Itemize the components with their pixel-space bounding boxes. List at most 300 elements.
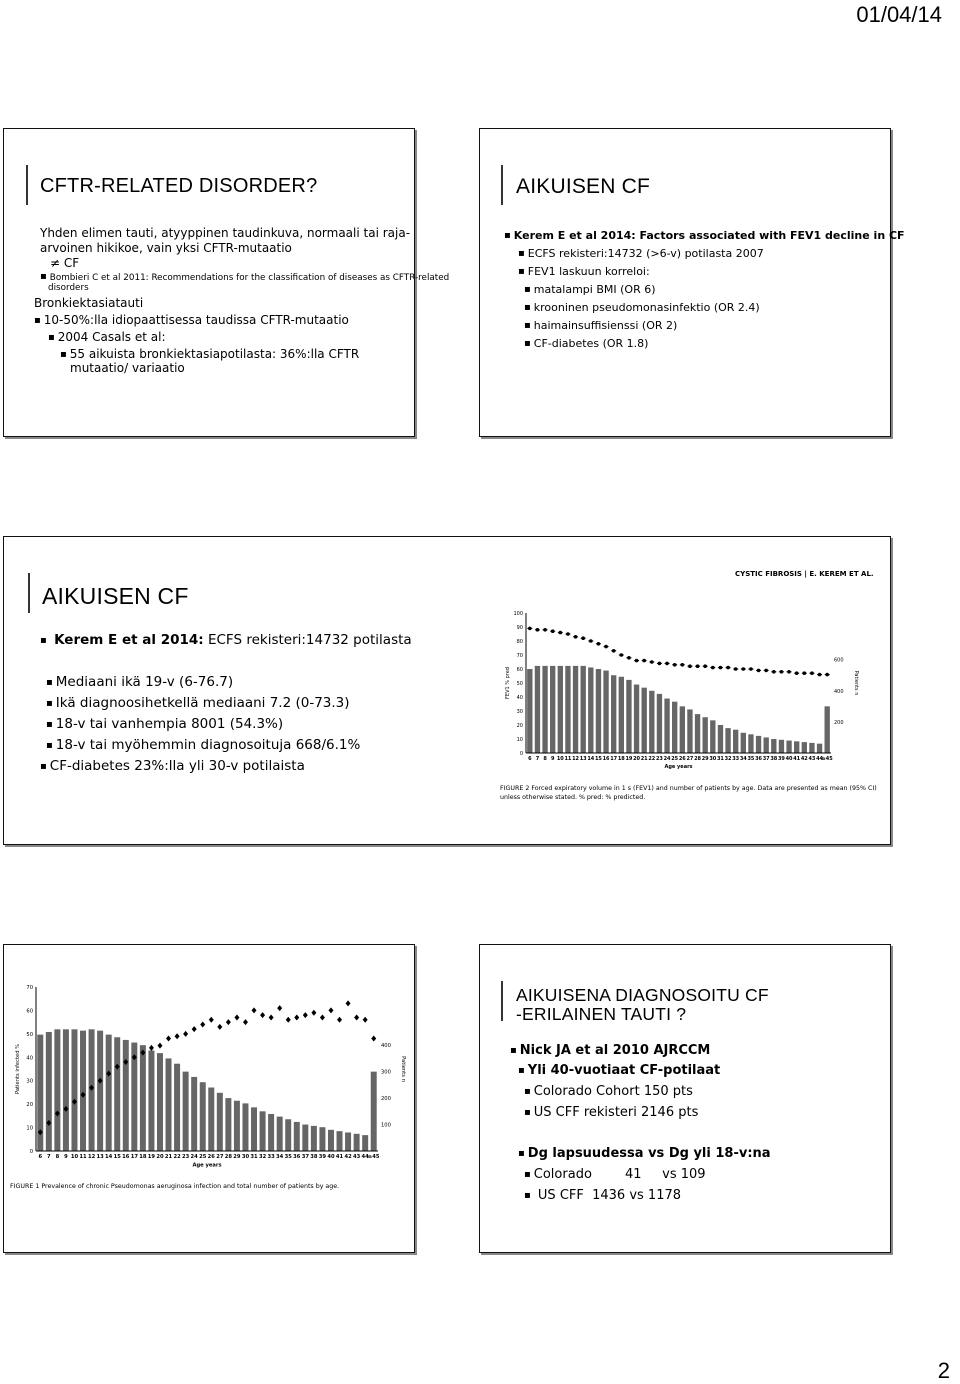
bullet-text: 18-v tai myöhemmin diagnosoituja 668/6.1%: [55, 737, 361, 753]
bullet-text: Colorado 41 vs 109: [533, 1167, 706, 1182]
slide-bullet: [524, 300, 760, 316]
patients-bar: [741, 733, 746, 753]
series-point: [681, 663, 685, 667]
patients-bar: [710, 720, 715, 753]
x-tick-label: 20: [156, 1154, 164, 1161]
bullet-text: Bombieri C et al 2011: Recommendations for the classification of diseases as CFTR-related: [49, 273, 450, 283]
x-tick-label: 32: [724, 756, 732, 762]
series-point: [627, 656, 631, 660]
patients-bar: [174, 1064, 180, 1151]
y-tick-label: 60: [26, 1008, 33, 1015]
patients-bar: [535, 666, 540, 753]
x-tick-label: 35: [284, 1154, 292, 1161]
x-tick-label: 19: [625, 756, 633, 762]
x-tick-label: 41: [793, 756, 801, 762]
patients-bar: [825, 706, 830, 753]
y-tick-label: 60: [516, 667, 523, 673]
x-tick-label: 8: [543, 756, 547, 762]
x-tick-label: 7: [47, 1154, 51, 1161]
y2-tick-label: 300: [381, 1069, 391, 1076]
title-bar-accent: [26, 165, 28, 205]
series-point: [726, 666, 730, 670]
slide-text: mutaatio/ variaatio: [70, 361, 185, 375]
patients-bar: [649, 691, 654, 753]
x-tick-label: 13: [579, 756, 587, 762]
slide-bullet: [40, 757, 305, 776]
slide-bullet: [524, 1104, 698, 1121]
patients-bar: [157, 1053, 163, 1151]
bullet-text: Kerem E et al 2014: Factors associated with FEV1 decline in CF: [513, 229, 905, 242]
patients-bar: [166, 1058, 172, 1151]
slide-text: ≠ CF: [50, 256, 80, 270]
x-tick-label: 17: [130, 1154, 138, 1161]
patients-bar: [54, 1029, 60, 1151]
series-point: [166, 1036, 171, 1042]
patients-bar: [260, 1111, 266, 1151]
x-tick-label: 43: [353, 1154, 361, 1161]
patients-bar: [97, 1031, 103, 1151]
journal-header: CYSTIC FIBROSIS | E. KEREM ET AL.: [735, 570, 874, 578]
x-tick-label: 26: [678, 756, 686, 762]
x-tick-label: 27: [686, 756, 694, 762]
series-point: [149, 1045, 154, 1051]
slide-title: CFTR-RELATED DISORDER?: [40, 175, 318, 197]
series-point: [566, 632, 570, 636]
x-tick-label: 33: [732, 756, 740, 762]
x-tick-label: 30: [241, 1154, 250, 1161]
x-tick-label: 13: [96, 1154, 104, 1161]
slide-bullet: [518, 246, 764, 262]
citation-bold: Kerem E et al 2014:: [54, 632, 204, 648]
patients-bar: [642, 688, 647, 753]
slide-pseudomonas-figure: [3, 944, 415, 1253]
slide-bullet: [518, 1062, 720, 1079]
x-tick-label: 31: [716, 756, 724, 762]
slide-bullet: [524, 318, 677, 334]
patients-bar: [148, 1050, 154, 1151]
x-tick-label: 37: [301, 1154, 309, 1161]
series-point: [209, 1017, 214, 1023]
x-tick-label: 6: [38, 1154, 43, 1161]
y-tick-label: 10: [26, 1125, 33, 1132]
patients-bar: [80, 1031, 86, 1151]
series-point: [581, 636, 585, 640]
x-tick-label: 11: [79, 1154, 87, 1161]
patients-bar: [345, 1132, 351, 1151]
series-point: [294, 1014, 299, 1020]
patients-bar: [362, 1135, 368, 1151]
series-point: [810, 671, 814, 675]
series-point: [269, 1014, 274, 1020]
figure-caption: FIGURE 2 Forced expiratory volume in 1 s (FEV1) and number of patients by age. Data are presented as mean (95% CI): [500, 785, 877, 792]
patients-bar: [251, 1107, 257, 1151]
x-tick-label: 36: [293, 1154, 301, 1161]
patients-bar: [802, 742, 807, 753]
y-tick-label: 80: [516, 639, 523, 645]
slide-title: AIKUISEN CF: [42, 583, 189, 609]
x-tick-label: 34: [739, 756, 747, 762]
fev1-chart: [496, 605, 886, 780]
y-tick-label: 0: [29, 1149, 33, 1155]
patients-bar: [191, 1077, 197, 1151]
bullet-text: Mediaani ikä 19-v (6-76.7): [55, 674, 234, 690]
x-tick-label: 21: [164, 1154, 173, 1161]
y-axis-label: FEV1 % pred: [505, 667, 511, 699]
patients-bar: [680, 706, 685, 753]
slide-bullet: [504, 228, 905, 244]
x-tick-label: 38: [770, 756, 778, 762]
patients-bar: [140, 1045, 146, 1151]
series-point: [536, 628, 540, 632]
series-point: [192, 1026, 197, 1032]
patients-bar: [695, 714, 700, 753]
x-tick-label: 14: [105, 1154, 113, 1161]
patients-bar: [319, 1127, 325, 1151]
series-point: [354, 1014, 359, 1020]
patients-bar: [285, 1119, 291, 1151]
bullet-text: haimainsuffisienssi (OR 2): [533, 319, 678, 332]
slide-aikuisen-cf-2: [3, 536, 891, 845]
title-bar-accent: [501, 981, 503, 1021]
series-point: [303, 1012, 308, 1018]
slide-text: disorders: [48, 283, 89, 293]
x-tick-label: 40: [327, 1154, 335, 1161]
bullet-text: FEV1 laskuun korreloi:: [527, 265, 650, 278]
patients-bar: [302, 1125, 308, 1151]
patients-bar: [294, 1122, 300, 1151]
figure-caption: FIGURE 1 Prevalence of chronic Pseudomonas aeruginosa infection and total number of patients by age.: [10, 1183, 340, 1190]
x-tick-label: 43: [808, 756, 816, 762]
patients-bar: [619, 677, 624, 753]
slide-bullet: [46, 673, 233, 692]
patients-bar: [794, 741, 799, 753]
patients-bar: [183, 1072, 189, 1151]
x-tick-label: 29: [233, 1154, 241, 1161]
series-point: [673, 663, 677, 667]
series-point: [217, 1024, 222, 1030]
series-point: [252, 1007, 257, 1013]
bullet-text: ECFS rekisteri:14732 potilasta: [203, 632, 412, 648]
bullet-text: Yli 40-vuotiaat CF-potilaat: [527, 1063, 721, 1078]
series-point: [277, 1005, 282, 1011]
x-tick-label: 17: [610, 756, 618, 762]
series-point: [175, 1033, 180, 1039]
patients-bar: [565, 666, 570, 753]
x-tick-label: 22: [173, 1154, 181, 1161]
patients-bar: [817, 744, 822, 753]
patients-bar: [657, 694, 662, 753]
series-point: [658, 662, 662, 666]
patients-bar: [527, 669, 532, 753]
patients-bar: [779, 740, 784, 753]
slide-title-line2: -ERILAINEN TAUTI ?: [516, 1004, 687, 1024]
patients-bar: [588, 667, 593, 753]
slide-bullet: [524, 282, 656, 298]
x-tick-label: 12: [87, 1154, 96, 1161]
y-tick-label: 20: [516, 723, 523, 729]
slide-text: Bronkiektasiatauti: [34, 296, 144, 310]
title-bar-accent: [501, 165, 503, 205]
x-tick-label: 44: [361, 1154, 369, 1161]
x-tick-label: 9: [64, 1154, 68, 1161]
patients-bar: [550, 666, 555, 753]
patients-bar: [786, 741, 791, 753]
y-tick-label: 40: [26, 1055, 33, 1062]
x-tick-label: 15: [113, 1154, 121, 1161]
series-point: [757, 669, 761, 673]
patients-bar: [354, 1134, 360, 1151]
patients-bar: [596, 669, 601, 753]
series-point: [650, 660, 654, 664]
patients-bar: [764, 737, 769, 753]
series-point: [243, 1019, 248, 1025]
series-point: [320, 1014, 325, 1020]
patients-bar: [106, 1035, 112, 1151]
x-tick-label: 39: [777, 756, 785, 762]
y-tick-label: 10: [516, 737, 523, 743]
y2-tick-label: 400: [381, 1043, 391, 1050]
patients-bar: [703, 717, 708, 753]
x-tick-label: 26: [207, 1154, 215, 1161]
slide-bullet: [510, 1042, 710, 1059]
patients-bar: [687, 709, 692, 753]
bullet-text: CF-diabetes 23%:lla yli 30-v potilaista: [49, 758, 305, 774]
y-tick-label: 70: [516, 653, 523, 659]
series-point: [749, 667, 753, 671]
x-tick-label: 12: [572, 756, 580, 762]
x-tick-label: 41: [335, 1154, 344, 1161]
bullet-text: Nick JA et al 2010 AJRCCM: [519, 1043, 711, 1058]
x-tick-label: 23: [655, 756, 663, 762]
patients-bar: [63, 1029, 69, 1151]
slide-bullet: [524, 1187, 681, 1204]
series-point: [780, 670, 784, 674]
x-tick-label: 18: [139, 1154, 147, 1161]
series-point: [604, 645, 608, 649]
x-tick-label: 7: [535, 756, 540, 762]
patients-bar: [234, 1101, 240, 1151]
series-point: [551, 629, 555, 633]
x-tick-label: 36: [755, 756, 763, 762]
y2-tick-label: 100: [381, 1122, 391, 1129]
x-axis-label: Age years: [192, 1162, 222, 1169]
series-point: [719, 666, 723, 670]
series-point: [183, 1031, 188, 1037]
series-point: [311, 1010, 316, 1016]
x-tick-label: 32: [258, 1154, 267, 1161]
patients-bar: [672, 702, 677, 753]
series-point: [612, 649, 616, 653]
bullet-text: US CFF rekisteri 2146 pts: [533, 1105, 699, 1120]
x-tick-label: 23: [182, 1154, 190, 1161]
y-tick-label: 40: [516, 695, 523, 701]
patients-bar: [581, 666, 586, 753]
series-point: [574, 635, 578, 639]
series-point: [346, 1000, 351, 1006]
series-point: [328, 1007, 333, 1013]
x-tick-label: 27: [216, 1154, 224, 1161]
patients-bar: [626, 680, 631, 753]
x-tick-label: 10: [556, 756, 564, 762]
y2-tick-label: 200: [381, 1096, 391, 1103]
x-tick-label: 14: [587, 756, 595, 762]
patients-bar: [748, 734, 753, 753]
slide-bullet: [34, 312, 349, 329]
series-point: [803, 671, 807, 675]
patients-bar: [718, 725, 723, 753]
bullet-text: CF-diabetes (OR 1.8): [533, 337, 649, 350]
patients-bar: [733, 730, 738, 753]
series-point: [665, 662, 669, 666]
series-point: [787, 670, 791, 674]
x-tick-label: 35: [747, 756, 755, 762]
patients-bar: [664, 699, 669, 753]
x-tick-label: ≥45: [821, 756, 833, 762]
patients-bar: [558, 666, 563, 753]
series-point: [363, 1017, 368, 1023]
slide-bullet: [40, 631, 412, 650]
x-tick-label: 42: [344, 1154, 352, 1161]
x-tick-label: 15: [594, 756, 602, 762]
y2-tick-label: 200: [834, 719, 844, 726]
patients-bar: [809, 743, 814, 753]
x-tick-label: 24: [663, 756, 671, 762]
series-point: [742, 667, 746, 671]
x-tick-label: 16: [122, 1154, 130, 1161]
pseudomonas-chart: [6, 973, 406, 1213]
patients-bar: [242, 1103, 248, 1151]
x-tick-label: 16: [602, 756, 610, 762]
y2-axis-label: Patients n: [400, 1056, 406, 1082]
series-point: [696, 664, 700, 668]
y-tick-label: 90: [516, 625, 523, 631]
x-tick-label: 28: [224, 1154, 232, 1161]
slide-bullet: [40, 269, 449, 286]
series-point: [234, 1014, 239, 1020]
patients-bar: [208, 1088, 214, 1151]
series-point: [795, 671, 799, 675]
series-point: [711, 666, 715, 670]
series-point: [764, 669, 768, 673]
y-tick-label: 20: [26, 1102, 33, 1109]
patients-bar: [217, 1093, 223, 1151]
patients-bar: [114, 1037, 120, 1151]
slide-bullet: [524, 1083, 693, 1100]
x-tick-label: 44: [816, 756, 824, 762]
patients-bar: [542, 666, 547, 753]
slide-bullet: [518, 1145, 771, 1162]
slide-aikuisen-cf-1: [479, 128, 905, 437]
patients-bar: [200, 1082, 206, 1151]
series-point: [772, 670, 776, 674]
patients-bar: [328, 1130, 334, 1151]
y2-tick-label: 400: [834, 688, 844, 695]
series-point: [200, 1021, 205, 1027]
series-point: [260, 1012, 265, 1018]
patients-bar: [634, 685, 639, 753]
slide-aikuisena-diagnosoitu: [479, 944, 891, 1253]
y-tick-label: 50: [516, 681, 523, 687]
slide-bullet: [46, 715, 283, 734]
series-point: [825, 673, 829, 677]
y-tick-label: 0: [519, 751, 523, 757]
x-tick-label: 40: [785, 756, 793, 762]
patients-bar: [337, 1131, 343, 1151]
x-axis-label: Age years: [664, 764, 693, 770]
bullet-text: US CFF 1436 vs 1178: [533, 1188, 682, 1203]
bullet-text: Colorado Cohort 150 pts: [533, 1084, 693, 1099]
x-tick-label: 39: [318, 1154, 327, 1161]
series-point: [559, 631, 563, 635]
series-point: [371, 1036, 376, 1042]
patients-bar: [311, 1126, 317, 1151]
patients-bar: [603, 671, 608, 753]
y-axis-label: Patients infected %: [15, 1043, 21, 1095]
title-bar-accent: [28, 573, 30, 613]
series-point: [688, 664, 692, 668]
slide-bullet: [48, 329, 166, 346]
y2-tick-label: 600: [834, 657, 844, 664]
patients-bar: [71, 1029, 77, 1151]
patients-bar: [225, 1098, 231, 1151]
series-point: [589, 639, 593, 643]
x-tick-label: 28: [694, 756, 702, 762]
y-tick-label: 100: [513, 611, 523, 617]
series-point: [226, 1019, 231, 1025]
x-tick-label: ≥45: [367, 1154, 380, 1161]
slide-bullet: [46, 736, 360, 755]
x-tick-label: 31: [250, 1154, 258, 1161]
series-point: [597, 642, 601, 646]
x-tick-label: 33: [267, 1154, 275, 1161]
patients-bar: [268, 1114, 274, 1151]
series-point: [543, 628, 547, 632]
bullet-text: Dg lapsuudessa vs Dg yli 18-v:na: [527, 1146, 771, 1161]
series-point: [286, 1017, 291, 1023]
x-tick-label: 38: [310, 1154, 318, 1161]
patients-bar: [123, 1040, 129, 1151]
series-point: [818, 673, 822, 677]
series-point: [157, 1043, 162, 1049]
x-tick-label: 20: [633, 756, 641, 762]
bullet-text: 55 aikuista bronkiektasiapotilasta: 36%:lla CFTR: [69, 347, 360, 361]
x-tick-label: 25: [199, 1154, 207, 1161]
x-tick-label: 8: [55, 1154, 60, 1161]
x-tick-label: 6: [528, 756, 532, 762]
slide-cftr-related-disorder: [3, 128, 450, 437]
figure-caption: unless otherwise stated. % pred: % predicted.: [500, 794, 646, 801]
patients-bar: [277, 1117, 283, 1151]
patients-bar: [771, 739, 776, 753]
x-tick-label: 9: [550, 756, 555, 762]
series-point: [620, 653, 624, 657]
x-tick-label: 22: [648, 756, 656, 762]
x-tick-label: 18: [617, 756, 625, 762]
page-number: 2: [937, 1358, 950, 1383]
y-tick-label: 70: [26, 985, 33, 991]
x-tick-label: 19: [147, 1154, 156, 1161]
header-date: 01/04/14: [856, 2, 942, 27]
y-tick-label: 50: [26, 1031, 33, 1038]
series-point: [642, 659, 646, 663]
bullet-text: krooninen pseudomonasinfektio (OR 2.4): [533, 301, 760, 314]
bullet-text: 10-50%:lla idiopaattisessa taudissa CFTR-mutaatio: [43, 313, 349, 327]
y-tick-label: 30: [26, 1078, 33, 1085]
slide-bullet: [524, 336, 648, 352]
series-point: [635, 659, 639, 663]
x-tick-label: 37: [762, 756, 770, 762]
bullet-text: matalampi BMI (OR 6): [533, 283, 656, 296]
